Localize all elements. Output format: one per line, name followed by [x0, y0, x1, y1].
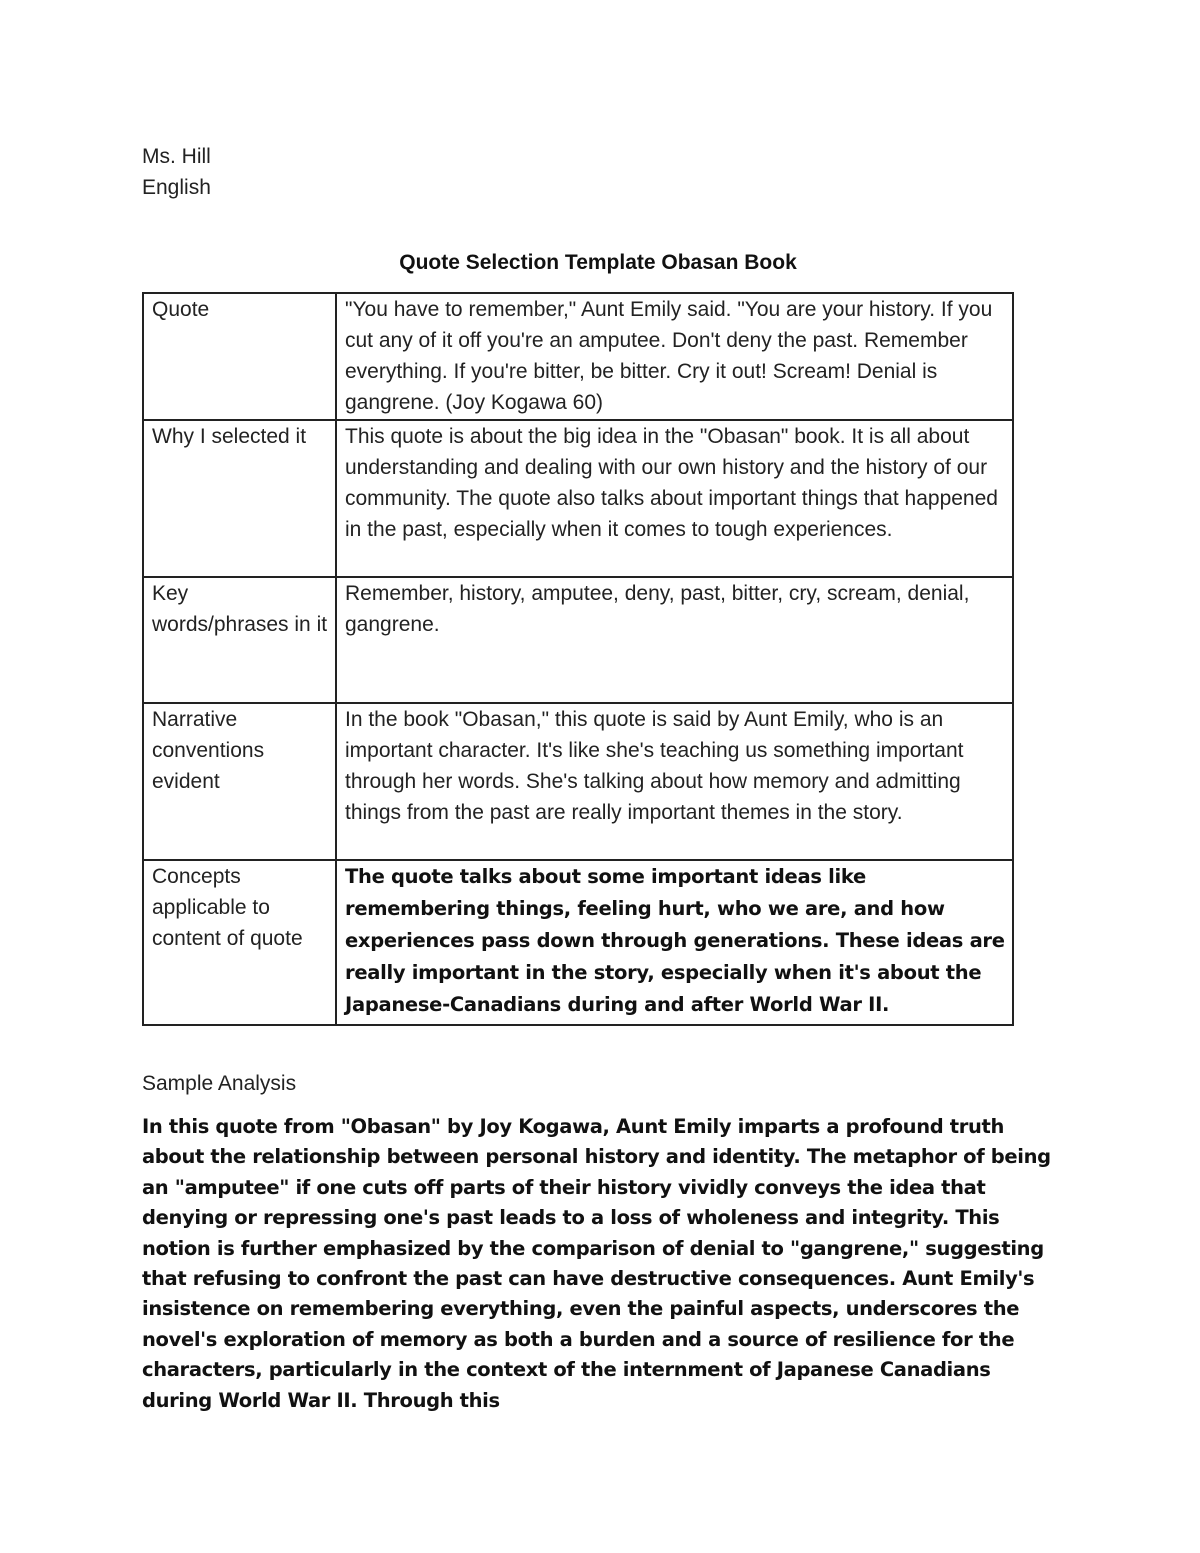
table-row-why-selected: [143, 420, 1013, 577]
row-label: Quote: [143, 293, 336, 420]
row-label: Concepts applicable to content of quote: [143, 860, 336, 1025]
row-value: Remember, history, amputee, deny, past, bitter, cry, scream, denial, gangrene.: [336, 577, 1013, 703]
row-value: "You have to remember," Aunt Emily said. "You are your history. If you cut any of it off you're an amputee. Don't deny the past. Remember everything. If you're bitter, be bitter. Cry it out! Scream! Denial is gangrene. (Joy Kogawa 60): [336, 293, 1013, 420]
row-label: Narrative conventions evident: [143, 703, 336, 860]
row-label: Why I selected it: [143, 420, 336, 577]
document-title: Quote Selection Template Obasan Book: [399, 251, 797, 274]
table-row-concepts: [143, 860, 1013, 1025]
teacher-name: Ms. Hill: [142, 145, 211, 168]
sample-analysis-heading: Sample Analysis: [142, 1072, 297, 1095]
row-value: This quote is about the big idea in the "Obasan" book. It is all about understanding and dealing with our own history and the history of our community. The quote also talks about important things that happened in the past, especially when it comes to tough experiences.: [336, 420, 1013, 577]
sample-analysis-body: In this quote from "Obasan" by Joy Kogawa, Aunt Emily imparts a profound truth about the relationship between personal history and identity. The metaphor of being an "amputee" if one cuts off parts of their history vividly conveys the idea that denying or repressing one's past leads to a loss of wholeness and integrity. This notion is further emphasized by the comparison of denial to "gangrene," suggesting that refusing to confront the past can have destructive consequences. Aunt Emily's insistence on remembering everything, even the painful aspects, underscores the novel's exploration of memory as both a burden and a source of resilience for the characters, particularly in the context of the internment of Japanese Canadians during World War II. Through this: [142, 1115, 1051, 1412]
subject-name: English: [142, 176, 211, 199]
quote-selection-table: [142, 292, 1014, 1026]
table-row-narrative-conventions: [143, 703, 1013, 860]
row-value: The quote talks about some important ideas like remembering things, feeling hurt, who we are, and how experiences pass down through generations. These ideas are really important in the story, especially when it's about the Japanese-Canadians during and after World War II.: [336, 860, 1013, 1025]
table-row-quote: [143, 293, 1013, 420]
row-value: In the book "Obasan," this quote is said by Aunt Emily, who is an important character. It's like she's teaching us something important through her words. She's talking about how memory and admitting things from the past are really important themes in the story.: [336, 703, 1013, 860]
table-row-key-words: [143, 577, 1013, 703]
row-label: Key words/phrases in it: [143, 577, 336, 703]
